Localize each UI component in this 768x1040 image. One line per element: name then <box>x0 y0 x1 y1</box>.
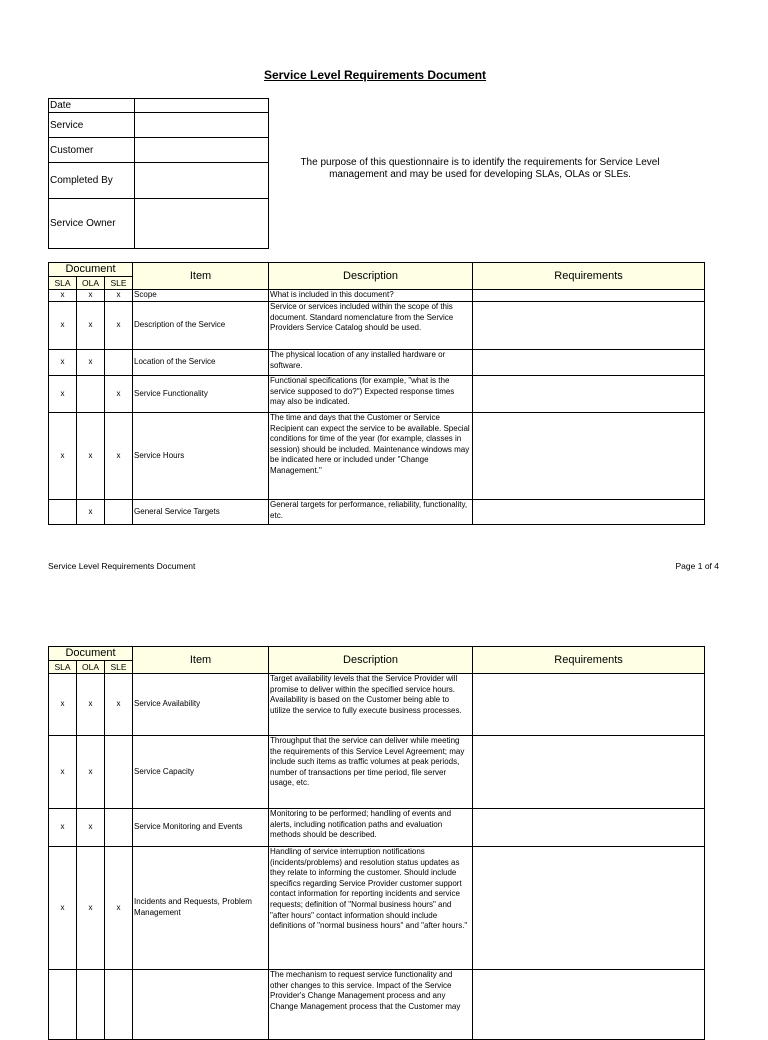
item-cell: Description of the Service <box>133 302 269 350</box>
item-cell: Incidents and Requests, Problem Management <box>133 847 269 970</box>
header-item: Item <box>133 263 269 290</box>
info-label-service: Service <box>49 113 135 138</box>
description-cell: Target availability levels that the Service Provider will promise to deliver within the specified service hours. Availability is based on the Customer being able to utilize the service to fully execute business processes. <box>269 674 473 736</box>
info-value-completed-by[interactable] <box>135 163 269 199</box>
description-cell: What is included in this document? <box>269 290 473 302</box>
header-description: Description <box>269 647 473 674</box>
item-cell: Service Functionality <box>133 376 269 413</box>
requirements-cell[interactable] <box>473 809 705 847</box>
sla-mark: x <box>49 350 77 376</box>
item-cell: Service Hours <box>133 413 269 500</box>
sla-mark <box>49 970 77 1040</box>
sle-mark: x <box>105 847 133 970</box>
item-cell: Service Capacity <box>133 736 269 809</box>
table-row <box>49 970 705 1040</box>
table-row <box>49 736 705 809</box>
info-row-customer <box>49 138 269 163</box>
table-row <box>49 847 705 970</box>
requirements-cell[interactable] <box>473 290 705 302</box>
header-sle: SLE <box>105 661 133 674</box>
sle-mark: x <box>105 674 133 736</box>
ola-mark: x <box>77 847 105 970</box>
requirements-cell[interactable] <box>473 350 705 376</box>
table-row <box>49 809 705 847</box>
header-sla: SLA <box>49 661 77 674</box>
sla-mark: x <box>49 413 77 500</box>
info-value-customer[interactable] <box>135 138 269 163</box>
item-cell <box>133 970 269 1040</box>
table-row <box>49 350 705 376</box>
sla-mark <box>49 500 77 525</box>
ola-mark: x <box>77 500 105 525</box>
requirements-cell[interactable] <box>473 500 705 525</box>
sla-mark: x <box>49 302 77 350</box>
description-cell: The mechanism to request service functionality and other changes to this service. Impact of the Service Provider's Change Management process and any Change Management process that the Customer may <box>269 970 473 1040</box>
item-cell: Service Monitoring and Events <box>133 809 269 847</box>
header-ola: OLA <box>77 277 105 290</box>
requirements-cell[interactable] <box>473 847 705 970</box>
header-item: Item <box>133 647 269 674</box>
requirements-cell[interactable] <box>473 674 705 736</box>
header-sle: SLE <box>105 277 133 290</box>
sle-mark: x <box>105 376 133 413</box>
info-label-date: Date <box>49 99 135 113</box>
purpose-text: The purpose of this questionnaire is to identify the requirements for Service Level management and may be used for developing SLAs, OLAs or SLEs. <box>300 157 660 180</box>
header-requirements: Requirements <box>473 647 705 674</box>
sle-mark <box>105 350 133 376</box>
ola-mark <box>77 970 105 1040</box>
sle-mark: x <box>105 302 133 350</box>
requirements-table-page-1 <box>48 262 705 525</box>
table-row <box>49 674 705 736</box>
sla-mark: x <box>49 674 77 736</box>
sle-mark: x <box>105 413 133 500</box>
header-ola: OLA <box>77 661 105 674</box>
requirements-cell[interactable] <box>473 302 705 350</box>
ola-mark: x <box>77 302 105 350</box>
description-cell: Monitoring to be performed; handling of events and alerts, including notification paths and evaluation methods should be described. <box>269 809 473 847</box>
info-label-service-owner: Service Owner <box>49 199 135 249</box>
description-cell: Handling of service interruption notifications (incidents/problems) and resolution status updates as they relate to informing the customer. Should include specifics regarding Service Provider customer support contact information for reporting incidents and service requests; definition of "Normal business hours" and "after hours" contact information should include definitions of "normal business hours" and "after hours." <box>269 847 473 970</box>
sle-mark <box>105 736 133 809</box>
table-row <box>49 302 705 350</box>
requirements-cell[interactable] <box>473 413 705 500</box>
footer-page-number: Page 1 of 4 <box>675 561 719 571</box>
header-requirements: Requirements <box>473 263 705 290</box>
info-value-service-owner[interactable] <box>135 199 269 249</box>
table-header-row <box>49 263 705 277</box>
info-value-service[interactable] <box>135 113 269 138</box>
info-row-service <box>49 113 269 138</box>
info-label-completed-by: Completed By <box>49 163 135 199</box>
ola-mark: x <box>77 350 105 376</box>
ola-mark <box>77 376 105 413</box>
description-cell: The physical location of any installed hardware or software. <box>269 350 473 376</box>
sle-mark <box>105 809 133 847</box>
description-cell: Functional specifications (for example, "what is the service supposed to do?") Expected response times may also be indicated. <box>269 376 473 413</box>
ola-mark: x <box>77 809 105 847</box>
ola-mark: x <box>77 674 105 736</box>
description-cell: General targets for performance, reliability, functionality, etc. <box>269 500 473 525</box>
table-header-row <box>49 647 705 661</box>
table-row <box>49 500 705 525</box>
header-sla: SLA <box>49 277 77 290</box>
item-cell: Location of the Service <box>133 350 269 376</box>
table-row <box>49 376 705 413</box>
header-description: Description <box>269 263 473 290</box>
sla-mark: x <box>49 736 77 809</box>
footer-document-title: Service Level Requirements Document <box>48 561 196 571</box>
info-label-customer: Customer <box>49 138 135 163</box>
sle-mark: x <box>105 290 133 302</box>
requirements-cell[interactable] <box>473 970 705 1040</box>
ola-mark: x <box>77 736 105 809</box>
requirements-cell[interactable] <box>473 736 705 809</box>
sle-mark <box>105 970 133 1040</box>
table-row <box>49 290 705 302</box>
ola-mark: x <box>77 290 105 302</box>
requirements-cell[interactable] <box>473 376 705 413</box>
info-row-completed-by <box>49 163 269 199</box>
item-cell: Scope <box>133 290 269 302</box>
sle-mark <box>105 500 133 525</box>
item-cell: Service Availability <box>133 674 269 736</box>
sla-mark: x <box>49 290 77 302</box>
info-row-service-owner <box>49 199 269 249</box>
info-value-date[interactable] <box>135 99 269 113</box>
description-cell: The time and days that the Customer or Service Recipient can expect the service to be available. Special conditions for time of the year (for example, classes in session) should be included. Maintenance windows may be indicated here or included under "Change Management." <box>269 413 473 500</box>
table-row <box>49 413 705 500</box>
item-cell: General Service Targets <box>133 500 269 525</box>
sla-mark: x <box>49 847 77 970</box>
description-cell: Throughput that the service can deliver while meeting the requirements of this Service Level Agreement; may include such items as traffic volumes at peak periods, number of transactions per time period, file server usage, etc. <box>269 736 473 809</box>
header-document: Document <box>49 647 133 661</box>
sla-mark: x <box>49 376 77 413</box>
description-cell: Service or services included within the scope of this document. Standard nomenclature from the Service Providers Service Catalog should be used. <box>269 302 473 350</box>
sla-mark: x <box>49 809 77 847</box>
page-title: Service Level Requirements Document <box>263 68 487 82</box>
requirements-table-page-2 <box>48 646 705 1040</box>
ola-mark: x <box>77 413 105 500</box>
header-document: Document <box>49 263 133 277</box>
info-row-date <box>49 99 269 113</box>
info-table <box>48 98 269 249</box>
